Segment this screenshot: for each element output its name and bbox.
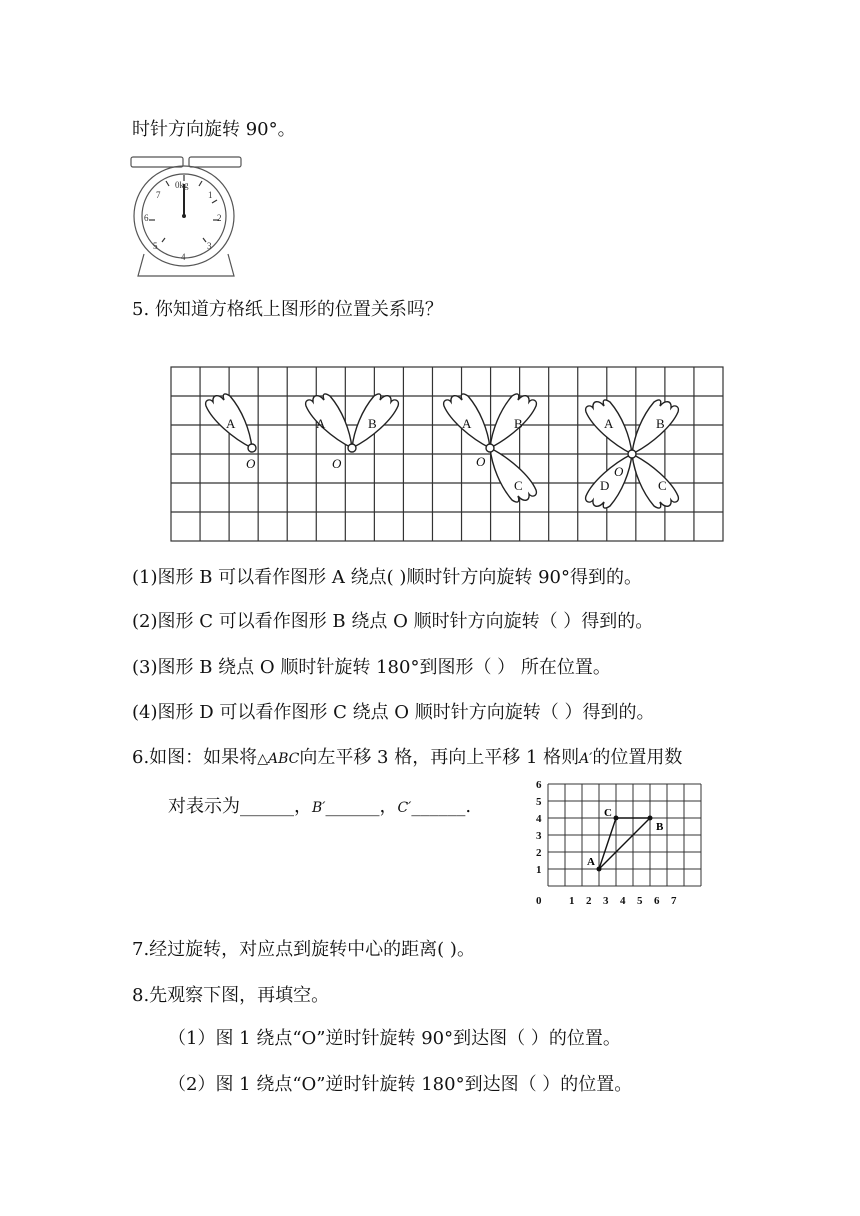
fig1-label-a: A — [226, 416, 236, 431]
q6-triangle: △ABC — [257, 751, 300, 767]
fig4-label-o: O — [614, 464, 624, 479]
triangle-label-a: A — [587, 856, 595, 868]
q6-line2-c: ______. — [411, 796, 472, 817]
triangle-label-c: C — [604, 807, 612, 819]
coord-y-tick: 2 — [536, 847, 542, 859]
q6-text-a: 6.如图：如果将 — [132, 747, 258, 768]
triangle-vertex-c — [614, 816, 619, 821]
scale-number-4: 4 — [181, 252, 186, 262]
q5-sub2: (2)图形 C 可以看作图形 B 绕点 O 顺时针方向旋转（ ）得到的。 — [132, 611, 654, 632]
q6-a-prime: A′ — [579, 751, 593, 767]
q6-line1 — [132, 746, 682, 771]
scale-number-2: 2 — [217, 213, 222, 223]
fig4-label-c: C — [658, 478, 667, 493]
scale-kg-label: 0kg — [175, 180, 189, 190]
scale-number-5: 5 — [153, 241, 158, 251]
fig4-label-b: B — [656, 416, 665, 431]
fig4-label-a: A — [604, 416, 614, 431]
fig3-label-a: A — [462, 416, 472, 431]
scale-number-3: 3 — [207, 241, 212, 251]
q5-title: 5. 你知道方格纸上图形的位置关系吗？ — [132, 299, 443, 320]
coord-y-tick: 3 — [536, 830, 542, 842]
coord-x-tick: 3 — [603, 895, 609, 907]
scale-number-6: 6 — [144, 213, 149, 223]
coord-x-tick: 2 — [586, 895, 592, 907]
petal-grid-figure — [170, 366, 724, 542]
q6-line2-b: ______， — [325, 796, 398, 817]
q5-sub4: (4)图形 D 可以看作图形 C 绕点 O 顺时针方向旋转（ ）得到的。 — [132, 702, 655, 723]
fig2-label-a: A — [316, 416, 326, 431]
triangle-label-b: B — [656, 821, 664, 833]
q6-line2 — [168, 795, 471, 820]
coordinate-grid-figure — [530, 779, 700, 910]
scale-number-7: 7 — [156, 190, 161, 200]
coord-y-tick: 1 — [536, 864, 542, 876]
fig2-label-o: O — [332, 456, 342, 471]
q6-c-prime: C′ — [397, 800, 412, 816]
fig2-label-b: B — [368, 416, 377, 431]
scale-number-1: 1 — [208, 190, 213, 200]
q6-b-prime: B′ — [312, 800, 326, 816]
q8-sub2: （2）图 1 绕点“O”逆时针旋转 180°到达图（ ）的位置。 — [168, 1074, 633, 1095]
scale-illustration — [126, 154, 246, 280]
q8-sub1: （1）图 1 绕点“O”逆时针旋转 90°到达图（ ）的位置。 — [168, 1028, 621, 1049]
q6-text-c: 的位置用数 — [592, 747, 683, 768]
coord-x-tick: 6 — [654, 895, 660, 907]
q7-text: 7.经过旋转，对应点到旋转中心的距离( )。 — [132, 939, 475, 960]
coord-x-tick: 4 — [620, 895, 626, 907]
fig3-label-b: B — [514, 416, 523, 431]
fig3-label-c: C — [514, 478, 523, 493]
q6-text-b: 向左平移 3 格，再向上平移 1 格则 — [299, 747, 580, 768]
grid-lines — [171, 367, 723, 541]
coord-x-tick: 0 — [536, 895, 542, 907]
triangle-vertex-a — [597, 867, 602, 872]
q5-sub1: (1)图形 B 可以看作图形 A 绕点( )顺时针方向旋转 90°得到的。 — [132, 567, 643, 588]
q4-tail-text: 时针方向旋转 90°。 — [132, 119, 296, 140]
fig3-label-o: O — [476, 454, 486, 469]
triangle-edge — [599, 818, 650, 869]
triangle-vertex-b — [648, 816, 653, 821]
coord-y-tick: 4 — [536, 813, 542, 825]
coord-y-tick: 6 — [536, 779, 542, 791]
fig1-label-o: O — [246, 456, 256, 471]
coord-y-tick: 5 — [536, 796, 542, 808]
fig4-label-d: D — [600, 478, 610, 493]
q5-sub3: (3)图形 B 绕点 O 顺时针旋转 180°到图形（ ） 所在位置。 — [132, 657, 611, 678]
coord-x-tick: 1 — [569, 895, 575, 907]
coord-x-tick: 7 — [671, 895, 677, 907]
q8-title: 8.先观察下图，再填空。 — [132, 985, 330, 1006]
q6-line2-a: 对表示为______， — [168, 796, 312, 817]
coord-x-tick: 5 — [637, 895, 643, 907]
